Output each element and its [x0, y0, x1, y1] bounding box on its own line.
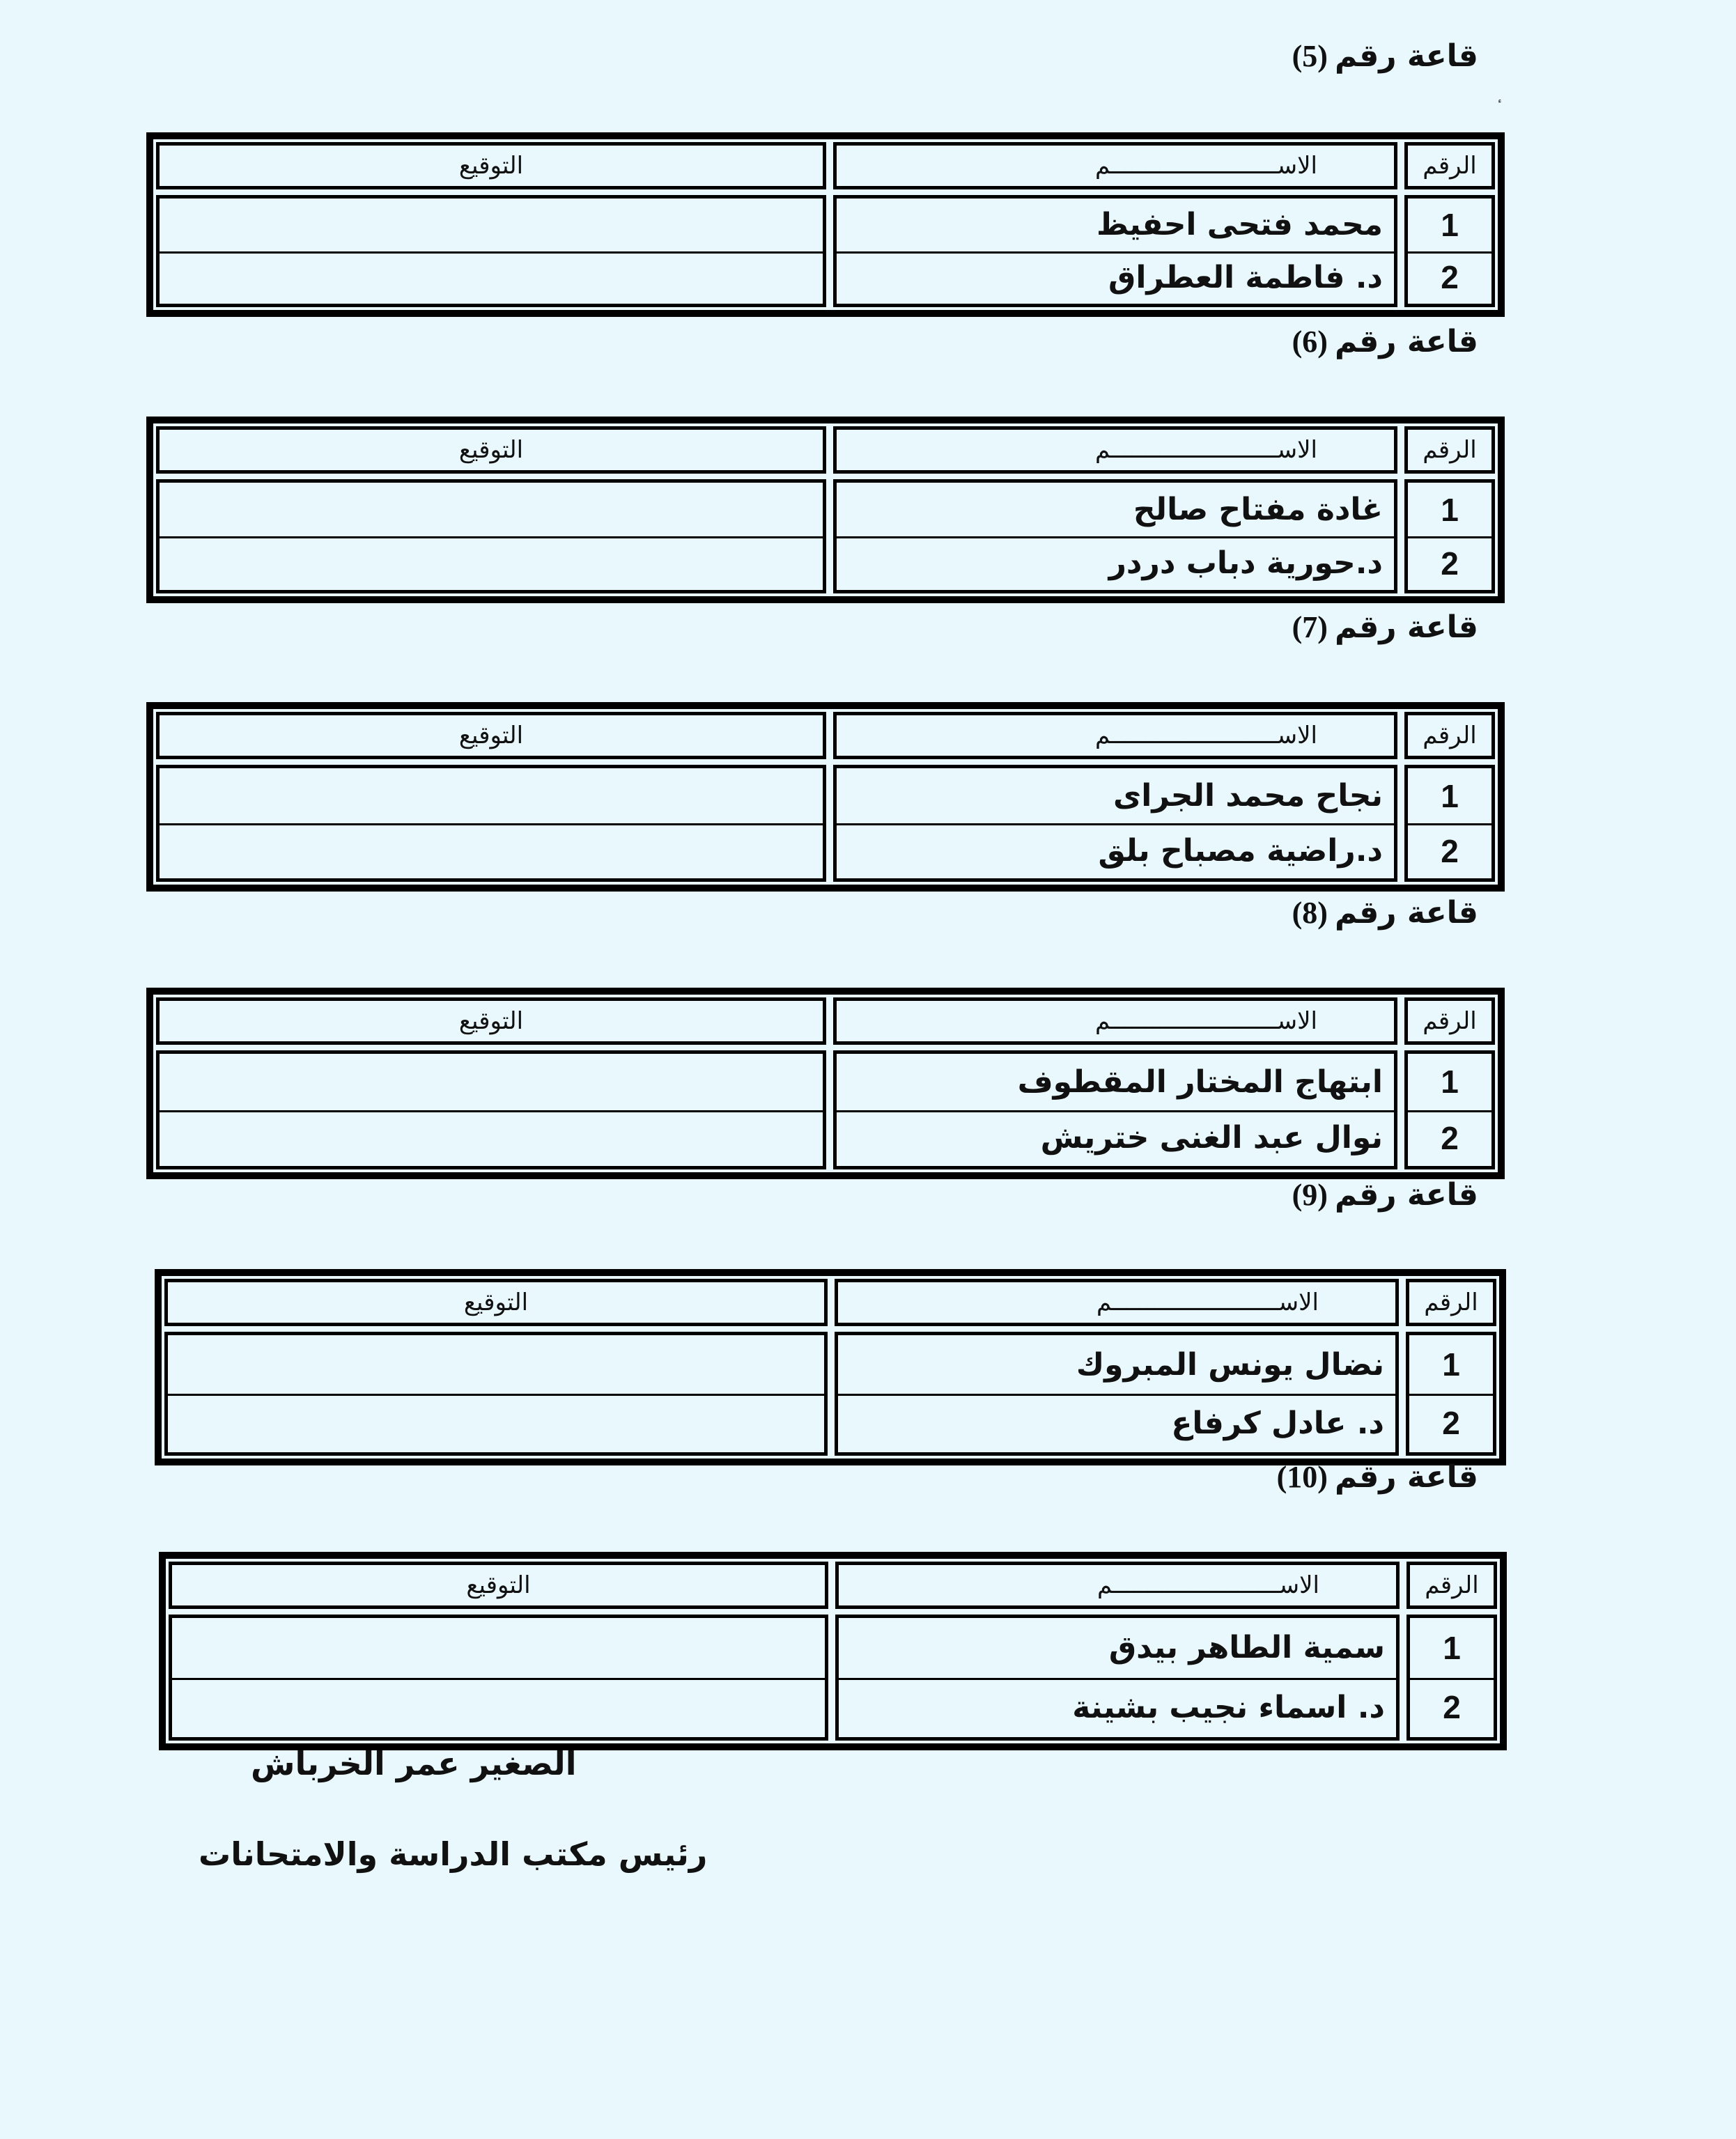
header-number: الرقم	[1404, 997, 1495, 1045]
header-signature: التوقيع	[169, 1562, 828, 1609]
hall-number: (5)	[1292, 39, 1328, 73]
row-number: 1	[1441, 206, 1459, 243]
header-name: الاســــــــــــــــــــــــم	[835, 1279, 1399, 1326]
hall-title: قاعة رقم(9)	[1292, 1177, 1478, 1213]
row-number: 2	[1442, 1405, 1460, 1441]
signature-cell	[160, 199, 823, 251]
header-name: الاســــــــــــــــــــــــم	[833, 997, 1397, 1045]
header-name: الاســــــــــــــــــــــــم	[835, 1562, 1400, 1609]
header-number: الرقم	[1406, 1279, 1496, 1326]
row-number: 1	[1443, 1629, 1461, 1666]
hall-table	[146, 417, 1505, 603]
proctor-name: د.حورية دباب دردر	[1108, 545, 1383, 581]
signature-cell	[172, 1678, 825, 1738]
proctor-name: د.راضية مصباح بلق	[1098, 833, 1383, 869]
header-number: الرقم	[1404, 426, 1495, 474]
row-number: 2	[1441, 259, 1459, 296]
proctor-name: سمية الطاهر بيدق	[1108, 1630, 1385, 1666]
hall-table	[146, 132, 1505, 317]
row-number: 1	[1441, 491, 1459, 528]
proctor-name: محمد فتحى احفيظ	[1096, 207, 1383, 243]
signature-cell	[160, 536, 823, 590]
row-number: 1	[1441, 1064, 1459, 1100]
hall-title: قاعة رقم(10)	[1276, 1459, 1478, 1495]
proctor-name: د. عادل كرفاع	[1171, 1405, 1384, 1441]
signature-cell	[160, 768, 823, 823]
proctor-name: د. اسماء نجيب بشينة	[1072, 1689, 1385, 1725]
signature-cell	[160, 1054, 823, 1110]
proctor-name: نوال عبد الغنى ختريش	[1040, 1120, 1383, 1156]
header-signature: التوقيع	[156, 712, 826, 759]
signature-cell	[160, 1110, 823, 1167]
proctor-name: نضال يونس المبروك	[1076, 1346, 1384, 1383]
signature-cell	[168, 1335, 824, 1394]
header-name: الاســــــــــــــــــــــــم	[833, 142, 1397, 189]
hall-table	[146, 702, 1505, 892]
proctor-name: غادة مفتاح صالح	[1133, 492, 1383, 527]
row-number: 2	[1443, 1689, 1461, 1726]
signatory-title: رئيس مكتب الدراسة والامتحانات	[199, 1835, 708, 1873]
hall-title: قاعة رقم(7)	[1292, 609, 1478, 645]
signature-cell	[160, 823, 823, 878]
hall-table	[146, 988, 1505, 1179]
hall-title	[1292, 38, 1478, 74]
signature-cell	[172, 1618, 825, 1678]
header-name: الاســــــــــــــــــــــــم	[833, 426, 1397, 474]
hall-title: قاعة رقم(8)	[1292, 895, 1478, 931]
signature-cell	[168, 1394, 824, 1452]
header-signature: التوقيع	[164, 1279, 828, 1326]
row-number: 2	[1441, 832, 1459, 869]
row-number: 1	[1442, 1346, 1460, 1383]
row-number: 1	[1441, 777, 1459, 814]
proctor-name: ابتهاج المختار المقطوف	[1017, 1064, 1383, 1100]
hall-title: قاعة رقم(6)	[1292, 324, 1478, 359]
header-signature: التوقيع	[156, 426, 826, 474]
row-number: 2	[1441, 545, 1459, 582]
signature-cell	[160, 483, 823, 536]
row-number: 2	[1441, 1119, 1459, 1156]
signatory-name: الصغير عمر الخرباش	[251, 1745, 577, 1782]
hall-table	[159, 1552, 1507, 1750]
hall-table	[155, 1269, 1506, 1465]
header-number: الرقم	[1404, 712, 1495, 759]
header-signature: التوقيع	[156, 997, 826, 1045]
header-number: الرقم	[1406, 1562, 1497, 1609]
proctor-name: د. فاطمة العطراق	[1108, 259, 1383, 295]
header-name: الاســــــــــــــــــــــــم	[833, 712, 1397, 759]
header-number: الرقم	[1404, 142, 1495, 189]
hall-label: قاعة رقم	[1334, 38, 1478, 74]
signature-cell	[160, 251, 823, 304]
header-signature: التوقيع	[156, 142, 826, 189]
proctor-name: نجاح محمد الجراى	[1113, 778, 1383, 814]
